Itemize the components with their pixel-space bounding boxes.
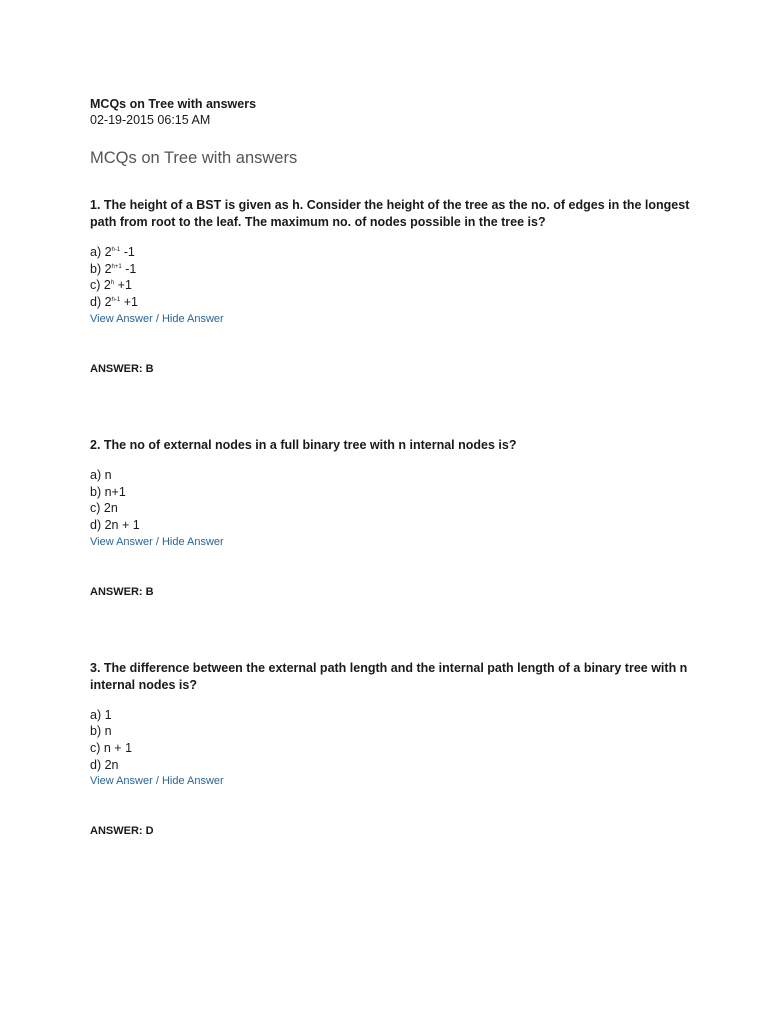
option-b: b) n: [90, 724, 112, 739]
answer-text: ANSWER: B: [90, 362, 154, 375]
question-block-3: [90, 660, 690, 840]
option-a: a) n: [90, 467, 112, 482]
option-c: c) 2n: [90, 501, 118, 516]
answer-text: ANSWER: B: [90, 585, 154, 598]
option-d: d) 2n + 1: [90, 517, 140, 532]
view-answer-link[interactable]: View Answer / Hide Answer: [90, 775, 224, 788]
question-block-1: [90, 197, 690, 377]
option-list: [90, 707, 690, 774]
page-heading: MCQs on Tree with answers: [90, 149, 298, 167]
view-answer-link[interactable]: View Answer / Hide Answer: [90, 535, 224, 548]
view-answer-link[interactable]: View Answer / Hide Answer: [90, 312, 224, 325]
question-text: 2. The no of external nodes in a full binary tree with n internal nodes is?: [90, 437, 517, 452]
option-list: [90, 244, 690, 311]
option-c: c) n + 1: [90, 741, 133, 756]
question-text: 1. The height of a BST is given as h. Consider the height of the tree as the no. of edges in the longest path from root to the leaf. The maximum no. of nodes possible in the tree is?: [90, 198, 690, 229]
option-a: a) 1: [90, 707, 112, 722]
document-page: [90, 96, 690, 839]
option-c: c) $2^h +1$: [90, 278, 132, 293]
document-date: 02-19-2015 06:15 AM: [90, 113, 211, 127]
option-d: d) 2n: [90, 757, 119, 772]
option-b: b) $2^{h+1}$ -1: [90, 261, 137, 276]
answer-text: ANSWER: D: [90, 825, 154, 838]
option-list: [90, 467, 690, 534]
option-a: a) 2$^{h-1}$ -1: [90, 245, 135, 259]
option-d: d) $2^{h-1} +1$: [90, 295, 138, 310]
document-title: MCQs on Tree with answers: [90, 97, 257, 111]
option-b: b) n+1: [90, 484, 126, 499]
question-block-2: [90, 437, 690, 600]
question-text: 3. The difference between the external path length and the internal path length of a binary tree with n internal nodes is?: [90, 660, 688, 692]
